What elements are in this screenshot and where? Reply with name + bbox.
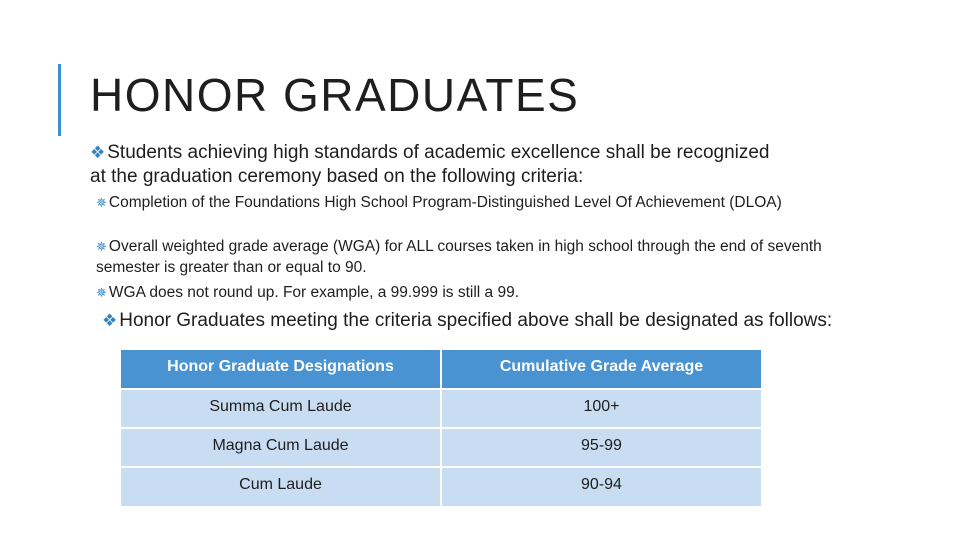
designation-cell: Cum Laude: [121, 467, 441, 506]
criteria-item: [96, 236, 831, 278]
title-accent-bar: [58, 64, 61, 136]
header-grade-average: Cumulative Grade Average: [441, 350, 761, 389]
asterisk-bullet-icon: ✵: [96, 239, 107, 254]
table-row: [121, 389, 761, 428]
honor-designations-table: [121, 350, 761, 506]
designation-bullet: [102, 309, 842, 333]
asterisk-bullet-icon: ✵: [96, 285, 107, 300]
grade-average-cell: 90-94: [441, 467, 761, 506]
designation-text: Honor Graduates meeting the criteria specified above shall be designated as follows:: [119, 310, 833, 331]
criteria-text: WGA does not round up. For example, a 99.999 is still a 99.: [108, 284, 520, 301]
designation-cell: Magna Cum Laude: [121, 428, 441, 467]
table-row: [121, 428, 761, 467]
criteria-text: Completion of the Foundations High School Program-Distinguished Level Of Achievement (DLOA): [108, 194, 782, 211]
grade-average-cell: 100+: [441, 389, 761, 428]
header-designations: Honor Graduate Designations: [121, 350, 441, 389]
intro-bullet: [90, 141, 790, 189]
table-header-row: [121, 350, 761, 389]
diamond-bullet-icon: ❖: [102, 311, 118, 330]
criteria-text: Overall weighted grade average (WGA) for ALL courses taken in high school through the end of seventh semester is greater than or equal to 90.: [96, 238, 822, 276]
criteria-item: [96, 192, 831, 213]
slide-title: HONOR GRADUATES: [90, 69, 580, 121]
intro-text: Students achieving high standards of academic excellence shall be recognized at the graduation ceremony based on the following criteria:: [90, 142, 770, 187]
criteria-item: [96, 282, 831, 303]
designation-cell: Summa Cum Laude: [121, 389, 441, 428]
diamond-bullet-icon: ❖: [90, 143, 106, 162]
grade-average-cell: 95-99: [441, 428, 761, 467]
asterisk-bullet-icon: ✵: [96, 195, 107, 210]
table-row: [121, 467, 761, 506]
